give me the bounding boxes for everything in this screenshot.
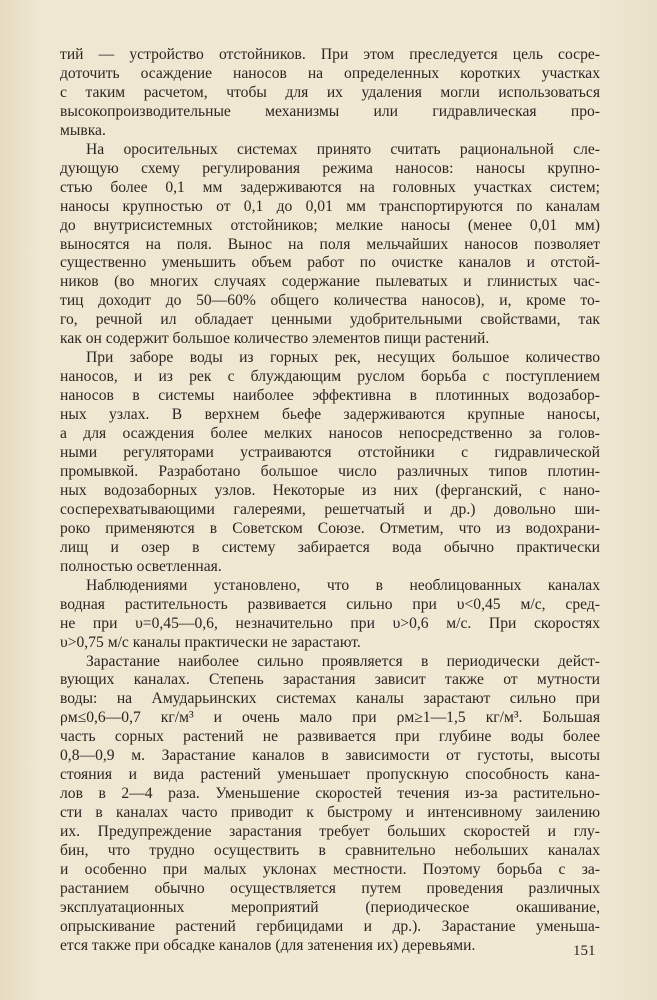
paragraph xyxy=(60,46,600,141)
text-line: вующих каналах. Степень зарастания зависит также от мутности xyxy=(60,671,600,689)
text-line: роко применяются в Советском Союзе. Отметим, что из водохрани- xyxy=(60,519,600,537)
body-text xyxy=(60,46,600,956)
text-line: как он содержит большое количество элементов пищи растений. xyxy=(60,330,490,348)
text-line: лищ и озер в систему забирается вода обычно практически xyxy=(60,538,600,556)
text-line: 0,8—0,9 м. Зарастание каналов в зависимости от густоты, высоты xyxy=(60,747,600,765)
text-line: ников (во многих случаях содержание пылеватых и глинистых час- xyxy=(60,273,600,291)
text-line: не при υ=0,45—0,6, незначительно при υ>0,6 м/с. При скоростях xyxy=(60,614,600,632)
text-line: υ>0,75 м/с каналы практически не зарастают. xyxy=(60,633,361,651)
paragraph xyxy=(60,349,600,576)
text-line: их. Предупреждение зарастания требует больших скоростей и глу- xyxy=(60,823,600,841)
text-line: го, речной ил обладает ценными удобрительными свойствами, так xyxy=(60,311,600,329)
text-line: воды: на Амударьинских системах каналы зарастают сильно при xyxy=(60,690,600,708)
text-line: При заборе воды из горных рек, несущих большое количество xyxy=(86,349,600,367)
text-line: лов в 2—4 раза. Уменьшение скоростей течения из-за растительно- xyxy=(60,785,600,803)
text-line: стояния и вида растений уменьшает пропускную способность кана- xyxy=(60,766,600,784)
text-line: бин, что трудно осуществить в сравнительно небольших каналах xyxy=(60,842,600,860)
text-line: а для осаждения более мелких наносов непосредственно за голов- xyxy=(60,425,600,443)
text-line: На оросительных системах принято считать рациональной сле- xyxy=(86,140,600,158)
text-line: и особенно при малых уклонах местности. Поэтому борьба с за- xyxy=(60,860,600,878)
text-line: наносы крупностью от 0,1 до 0,01 мм транспортируются по каналам xyxy=(60,197,600,215)
text-line: промывкой. Разработано большое число различных типов плотин- xyxy=(60,462,600,480)
text-line: ных водозаборных узлов. Некоторые из них (ферганский, с нано- xyxy=(60,481,600,499)
text-line: мывка. xyxy=(60,121,106,139)
text-line: существенно уменьшить объем работ по очистке каналов и отстой- xyxy=(60,254,600,272)
text-line: сосперехватывающими галереями, решетчатый и др.) довольно ши- xyxy=(60,500,600,518)
text-line: тиц доходит до 50—60% общего количества наносов), и, кроме то- xyxy=(60,292,600,310)
text-line: наносов в системы наиболее эффективна в плотинных водозабор- xyxy=(60,387,600,405)
text-line: ными регуляторами устраиваются отстойники с гидравлической xyxy=(60,444,600,462)
text-line: сти в каналах часто приводит к быстрому и интенсивному заилению xyxy=(60,804,600,822)
text-line: до внутрисистемных отстойников; мелкие наносы (менее 0,01 мм) xyxy=(60,216,600,234)
text-line: высокопроизводительные механизмы или гидравлическая про- xyxy=(60,102,600,120)
text-line: эксплуатационных мероприятий (периодическое окашивание, xyxy=(60,898,600,916)
text-line: наносов, и из рек с блуждающим руслом борьба с поступлением xyxy=(60,368,600,386)
paragraph xyxy=(60,653,600,956)
text-line: ρм≤0,6—0,7 кг/м³ и очень мало при ρм≥1—1,5 кг/м³. Большая xyxy=(60,709,600,727)
text-line: Наблюдениями установлено, что в необлицованных каналах xyxy=(86,576,600,594)
text-line: часть сорных растений не развивается при глубине воды более xyxy=(60,728,600,746)
text-line: стью более 0,1 мм задерживаются на головных участках систем; xyxy=(60,178,600,196)
text-line: ных узлах. В верхнем бьефе задерживаются крупные наносы, xyxy=(60,406,600,424)
page-number: 151 xyxy=(573,943,596,959)
text-line: доточить осаждение наносов на определенных коротких участках xyxy=(60,64,600,82)
text-line: Зарастание наиболее сильно проявляется в периодически дейст- xyxy=(86,652,600,670)
text-line: водная растительность развивается сильно при υ<0,45 м/с, сред- xyxy=(60,595,600,613)
paragraph xyxy=(60,141,600,349)
text-line: ется также при обсадке каналов (для затенения их) деревьями. xyxy=(60,936,476,954)
paragraph xyxy=(60,577,600,653)
text-line: опрыскивание растений гербицидами и др.). Зарастание уменьша- xyxy=(60,917,600,935)
text-line: тий — устройство отстойников. При этом преследуется цель сосре- xyxy=(60,46,600,63)
text-line: полностью осветленная. xyxy=(60,557,222,575)
text-line: с таким расчетом, чтобы для их удаления могли использоваться xyxy=(60,83,600,101)
text-line: выносятся на поля. Вынос на поля мельчайших наносов позволяет xyxy=(60,235,600,253)
text-line: растанием обычно осуществляется путем проведения различных xyxy=(60,879,600,897)
text-line: дующую схему регулирования режима наносов: наносы крупно- xyxy=(60,159,600,177)
